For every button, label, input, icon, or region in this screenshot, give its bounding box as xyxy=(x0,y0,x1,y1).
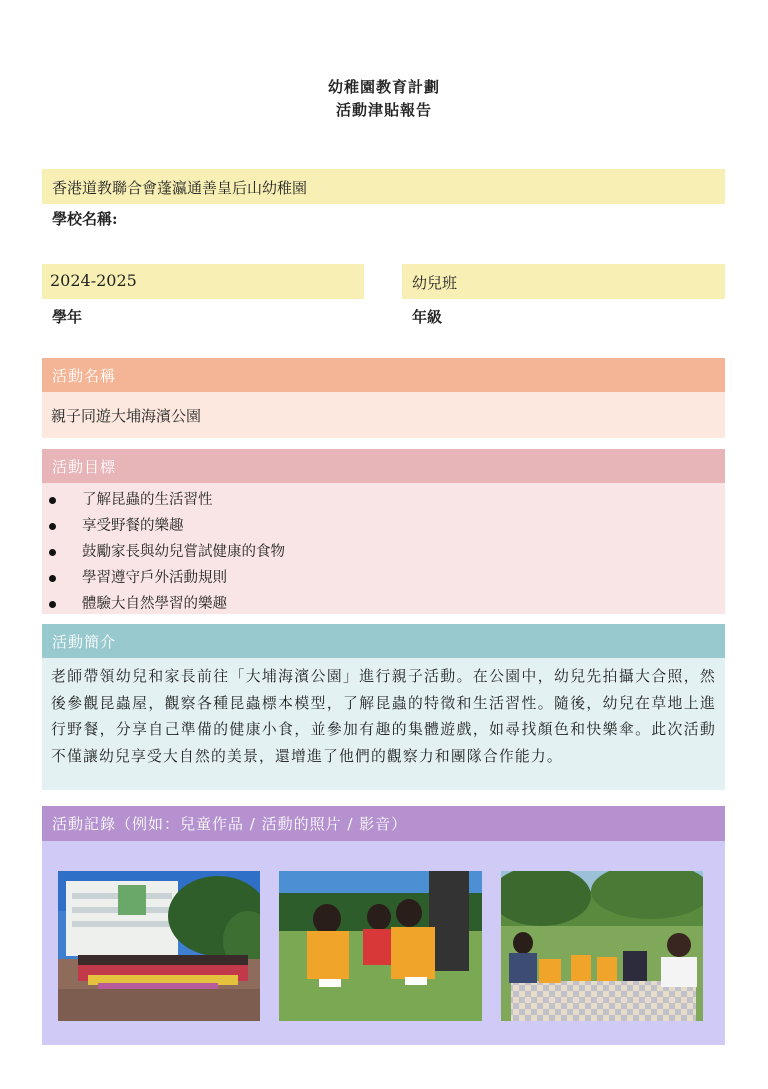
school-name-label: 學校名稱: xyxy=(52,210,118,228)
objectives-header: 活動目標 xyxy=(42,449,725,483)
title-line-1: 幼稚園教育計劃 xyxy=(327,78,440,96)
objective-text: 體驗大自然學習的樂趣 xyxy=(82,596,227,612)
objective-item xyxy=(42,515,725,541)
bullet-icon xyxy=(49,575,56,582)
records-header: 活動記錄（例如：兒童作品 / 活動的照片 / 影音） xyxy=(42,806,725,841)
document-title xyxy=(0,76,768,122)
activity-name-value: 親子同遊大埔海濱公園 xyxy=(42,392,725,438)
title-line-2: 活動津貼報告 xyxy=(335,101,432,119)
school-year-field: 2024-2025 xyxy=(42,264,364,299)
objective-text: 學習遵守戶外活動規則 xyxy=(82,570,227,586)
bullet-icon xyxy=(49,601,56,608)
objective-text: 了解昆蟲的生活習性 xyxy=(82,492,213,508)
school-name-field: 香港道教聯合會蓬瀛通善皇后山幼稚園 xyxy=(42,169,725,204)
group-photo xyxy=(58,871,260,1021)
bullet-icon xyxy=(49,497,56,504)
objectives-body xyxy=(42,483,725,614)
school-year-label: 學年 xyxy=(52,308,83,326)
summary-header: 活動簡介 xyxy=(42,624,725,658)
objectives-list xyxy=(42,489,725,619)
picnic-photo xyxy=(501,871,703,1021)
grade-label: 年級 xyxy=(412,308,443,326)
objective-item xyxy=(42,567,725,593)
grade-field: 幼兒班 xyxy=(402,264,725,299)
objective-item xyxy=(42,541,725,567)
objective-text: 鼓勵家長與幼兒嘗試健康的食物 xyxy=(82,544,285,560)
children-grass-photo xyxy=(279,871,482,1021)
bullet-icon xyxy=(49,523,56,530)
objective-item xyxy=(42,593,725,619)
objective-item xyxy=(42,489,725,515)
summary-text: 老師帶領幼兒和家長前往「大埔海濱公園」進行親子活動。在公園中，幼兒先拍攝大合照，然後參觀昆蟲屋，觀察各種昆蟲標本模型，了解昆蟲的特徵和生活習性。隨後，幼兒在草地上進行野餐，分享自己準備的健康小食，並參加有趣的集體遊戲，如尋找顏色和快樂傘。此次活動不僅讓幼兒享受大自然的美景，還增進了他們的觀察力和團隊合作能力。 xyxy=(42,658,725,790)
activity-name-header: 活動名稱 xyxy=(42,358,725,392)
bullet-icon xyxy=(49,549,56,556)
objective-text: 享受野餐的樂趣 xyxy=(82,518,184,534)
